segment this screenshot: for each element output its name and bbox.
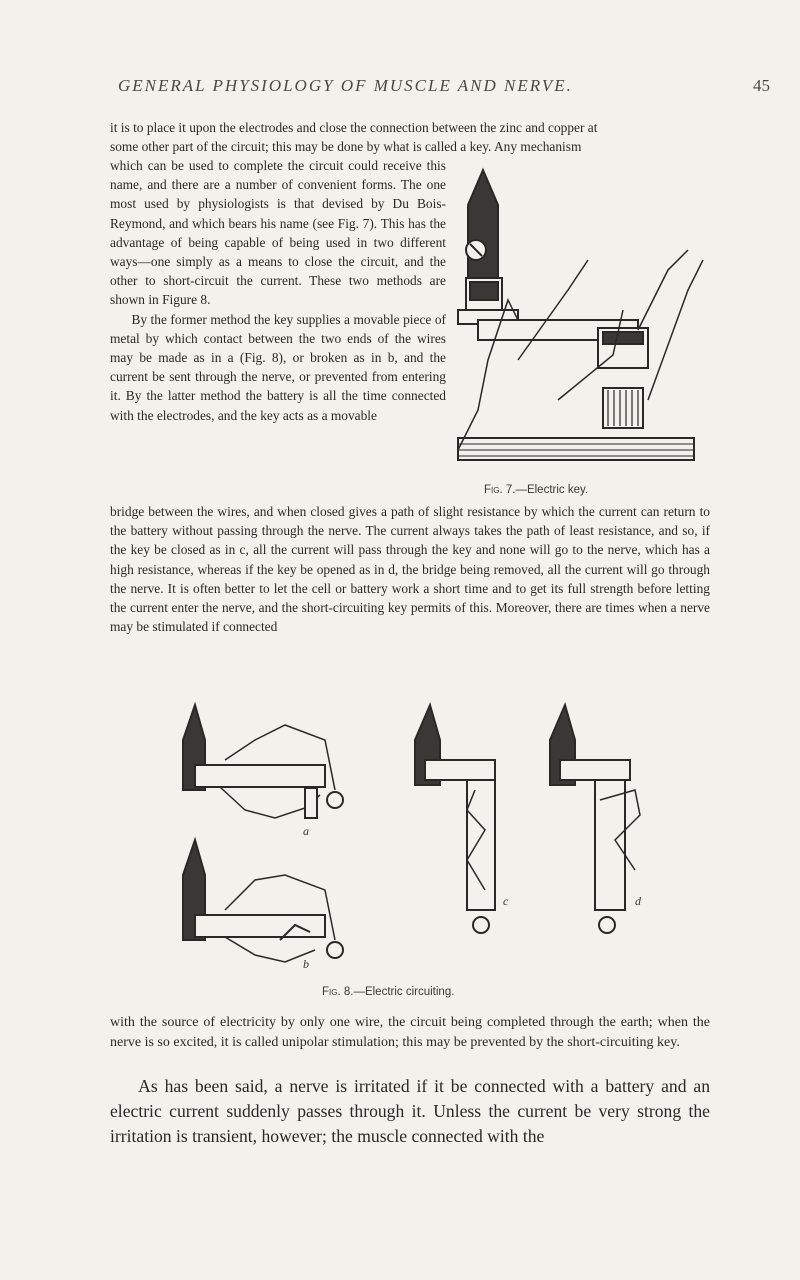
running-header: GENERAL PHYSIOLOGY OF MUSCLE AND NERVE. <box>118 76 573 95</box>
figure-8-label-c: c <box>503 894 509 908</box>
paragraph-line: it is to place it upon the electrodes and close the connection between the zinc and copper at <box>110 120 598 135</box>
figure-7-electric-key <box>448 150 710 470</box>
figure-8-panel-c <box>415 705 495 933</box>
paragraph-key-description: which can be used to complete the circuit could receive this name, and there are a number of convenient forms. The one most used by physiologists is that devised by Du Bois-Reymond, and which bears his name (see Fig. 7). This has the advantage of being capable of being used in two different ways—one simply as a means to close the circuit, and the other to short-circuit the current. These two methods are shown in Figure 8. <box>110 158 446 308</box>
figure-8-label-a: a <box>303 824 309 838</box>
paragraph-irritation: As has been said, a nerve is irritated if it be connected with a battery and an electric current suddenly passes through it. Unless the current be very strong the irritation is transient, however; the muscle connected with the <box>110 1076 710 1146</box>
figure-8-panel-a <box>183 705 343 818</box>
figure-8-electric-circuiting <box>175 700 655 970</box>
paragraph-line: some other part of the circuit; this may be done by what is called a key. Any mechanism <box>110 139 582 154</box>
paragraph-unipolar: with the source of electricity by only one wire, the circuit being completed through the earth; when the nerve is so excited, it is called unipolar stimulation; this may be prevented by the short-circuiting key. <box>110 1015 710 1050</box>
figure-8-label-d: d <box>635 894 641 908</box>
figure-8-panel-b <box>183 840 343 962</box>
paragraph-methods: By the former method the key supplies a movable piece of metal by which contact between the two ends of the wires may be made as in a (Fig. 8), or broken as in b, and the current be sent through the nerve, or prevented from entering it. By the latter method the battery is all the time connected with the electrodes, and the key acts as a movable <box>110 311 446 423</box>
figure-8-panel-d <box>550 705 640 933</box>
page-number: 45 <box>753 76 770 95</box>
paragraph-wrapped <box>110 156 446 425</box>
figure-7-caption: Fig. 7.—Electric key. <box>484 484 589 496</box>
figure-8-label-b: b <box>303 957 309 970</box>
figure-8-caption: Fig. 8.—Electric circuiting. <box>322 986 455 998</box>
paragraph-continued: bridge between the wires, and when closed gives a path of slight resistance by which the current can return to the battery without passing through the nerve. The current always takes the path of least resistance, and so, if the key be closed as in c, all the current will pass through the key and none will go to the nerve, which has a high resistance, whereas if the key be opened as in d, the bridge being removed, all the current will go through the nerve. It is often better to let the cell or battery work a short time and to get its full strength before letting the current enter the nerve, and the short-circuiting key permits of this. Moreover, there are times when a nerve may be stimulated if connected <box>110 504 710 635</box>
